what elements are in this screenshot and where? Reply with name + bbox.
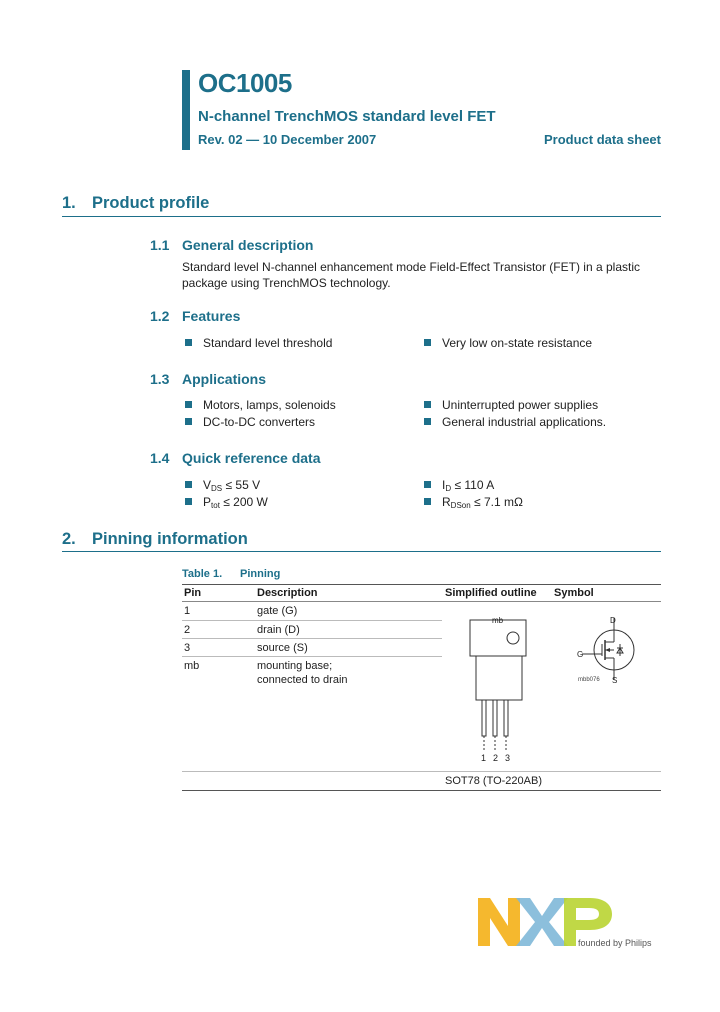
table-number: Table 1. bbox=[182, 568, 223, 580]
bullet-icon bbox=[185, 339, 192, 346]
table-cell-desc: drain (D) bbox=[257, 624, 300, 636]
table-top-rule bbox=[182, 584, 661, 585]
outline-label-pin2: 2 bbox=[493, 753, 499, 763]
section-title: Pinning information bbox=[92, 530, 248, 548]
package-row-rule bbox=[182, 771, 661, 772]
application-item bbox=[424, 415, 654, 431]
application-item bbox=[424, 398, 654, 414]
header-accent-bar bbox=[182, 70, 190, 150]
symbol-label-drain: D bbox=[610, 616, 616, 625]
bullet-icon bbox=[424, 418, 431, 425]
bullet-icon bbox=[185, 418, 192, 425]
subsection-title: General description bbox=[182, 237, 314, 253]
row-rule bbox=[182, 656, 442, 657]
bullet-icon bbox=[424, 498, 431, 505]
desc-line: mounting base; bbox=[257, 660, 333, 672]
table-cell-desc: gate (G) bbox=[257, 605, 298, 617]
symbol-drawing-code: mbb076 bbox=[578, 677, 600, 683]
param-symbol: V bbox=[203, 478, 212, 492]
bullet-icon bbox=[424, 481, 431, 488]
subsection-1-4-heading bbox=[150, 450, 450, 468]
section-1-heading bbox=[62, 194, 662, 214]
table-cell-desc: source (S) bbox=[257, 642, 308, 654]
logo-letter-x bbox=[516, 898, 568, 946]
outline-label-pin1: 1 bbox=[481, 753, 487, 763]
subsection-number: 1.1 bbox=[150, 237, 170, 253]
application-text: Motors, lamps, solenoids bbox=[203, 398, 336, 412]
section-number: 2. bbox=[62, 530, 76, 548]
desc-line: connected to drain bbox=[257, 674, 348, 686]
col-header-description: Description bbox=[257, 587, 318, 599]
revision-date: Rev. 02 — 10 December 2007 bbox=[198, 132, 377, 147]
table-title: Pinning bbox=[240, 568, 281, 580]
application-item bbox=[185, 415, 405, 431]
subsection-title: Features bbox=[182, 308, 241, 324]
mounting-hole bbox=[507, 632, 519, 644]
param-value: ≤ 7.1 mΩ bbox=[474, 495, 523, 509]
param-symbol: I bbox=[442, 478, 446, 492]
quickref-rdson bbox=[424, 495, 644, 511]
lead-2 bbox=[493, 700, 497, 736]
param-symbol: P bbox=[203, 495, 212, 509]
outline-label-mb: mb bbox=[492, 616, 504, 625]
param-subscript: DSon bbox=[450, 501, 471, 510]
application-text: Uninterrupted power supplies bbox=[442, 398, 599, 412]
table-cell-pin: 1 bbox=[184, 605, 191, 617]
table-bottom-rule bbox=[182, 790, 661, 791]
outline-label-pin3: 3 bbox=[505, 753, 511, 763]
section-title: Product profile bbox=[92, 194, 210, 212]
logo-tagline: founded by Philips bbox=[578, 938, 652, 948]
feature-item bbox=[185, 336, 405, 352]
revision-line bbox=[198, 132, 661, 147]
table-cell-desc bbox=[257, 659, 348, 687]
subsection-1-2-heading bbox=[150, 308, 450, 326]
param-symbol: R bbox=[442, 495, 451, 509]
param-subscript: DS bbox=[211, 484, 223, 493]
quickref-ptot bbox=[185, 495, 405, 511]
section-2-heading bbox=[62, 530, 662, 550]
description-line: package using TrenchMOS technology. bbox=[182, 276, 391, 290]
table-cell-pin: 3 bbox=[184, 642, 191, 654]
row-rule bbox=[182, 638, 442, 639]
quickref-id bbox=[424, 478, 644, 494]
subsection-number: 1.2 bbox=[150, 308, 170, 324]
package-body bbox=[476, 656, 522, 700]
subsection-number: 1.3 bbox=[150, 371, 170, 387]
row-rule bbox=[182, 620, 442, 621]
package-name: SOT78 (TO-220AB) bbox=[445, 775, 542, 787]
description-line: Standard level N-channel enhancement mode Field-Effect Transistor (FET) in a plastic bbox=[182, 260, 640, 274]
feature-item bbox=[424, 336, 644, 352]
param-subscript: D bbox=[445, 484, 452, 493]
feature-text: Standard level threshold bbox=[203, 336, 333, 350]
subsection-title: Quick reference data bbox=[182, 450, 321, 466]
param-value: ≤ 110 A bbox=[454, 478, 495, 492]
param-value: ≤ 55 V bbox=[225, 478, 261, 492]
table-caption bbox=[182, 568, 382, 582]
param-subscript: tot bbox=[211, 501, 220, 510]
document-title: OC1005 bbox=[198, 68, 292, 98]
col-header-outline: Simplified outline bbox=[445, 587, 537, 599]
bullet-icon bbox=[185, 498, 192, 505]
lead-3 bbox=[504, 700, 508, 736]
table-cell-pin: mb bbox=[184, 660, 200, 672]
lead-1 bbox=[482, 700, 486, 736]
bullet-icon bbox=[185, 481, 192, 488]
logo-letter-n bbox=[478, 898, 520, 946]
to220-outline-drawing bbox=[462, 612, 534, 764]
symbol-label-source: S bbox=[612, 676, 618, 685]
quickref-vds bbox=[185, 478, 405, 494]
table-cell-pin: 2 bbox=[184, 624, 191, 636]
subsection-title: Applications bbox=[182, 371, 267, 387]
table-header-rule bbox=[182, 601, 661, 602]
section-divider bbox=[62, 551, 661, 552]
feature-text: Very low on-state resistance bbox=[442, 336, 593, 350]
bullet-icon bbox=[424, 339, 431, 346]
application-text: DC-to-DC converters bbox=[203, 415, 316, 429]
document-type: Product data sheet bbox=[543, 132, 661, 147]
subsection-1-1-heading bbox=[150, 237, 450, 255]
param-value: ≤ 200 W bbox=[223, 495, 268, 509]
subsection-1-3-heading bbox=[150, 371, 450, 389]
section-divider bbox=[62, 216, 661, 217]
subsection-number: 1.4 bbox=[150, 450, 170, 466]
application-item bbox=[185, 398, 405, 414]
section-number: 1. bbox=[62, 194, 76, 212]
document-subtitle: N-channel TrenchMOS standard level FET bbox=[198, 108, 496, 125]
bullet-icon bbox=[185, 401, 192, 408]
general-description bbox=[182, 259, 662, 291]
col-header-pin: Pin bbox=[184, 587, 202, 599]
col-header-symbol: Symbol bbox=[554, 587, 594, 599]
symbol-label-gate: G bbox=[577, 650, 584, 659]
bullet-icon bbox=[424, 401, 431, 408]
application-text: General industrial applications. bbox=[442, 415, 607, 429]
